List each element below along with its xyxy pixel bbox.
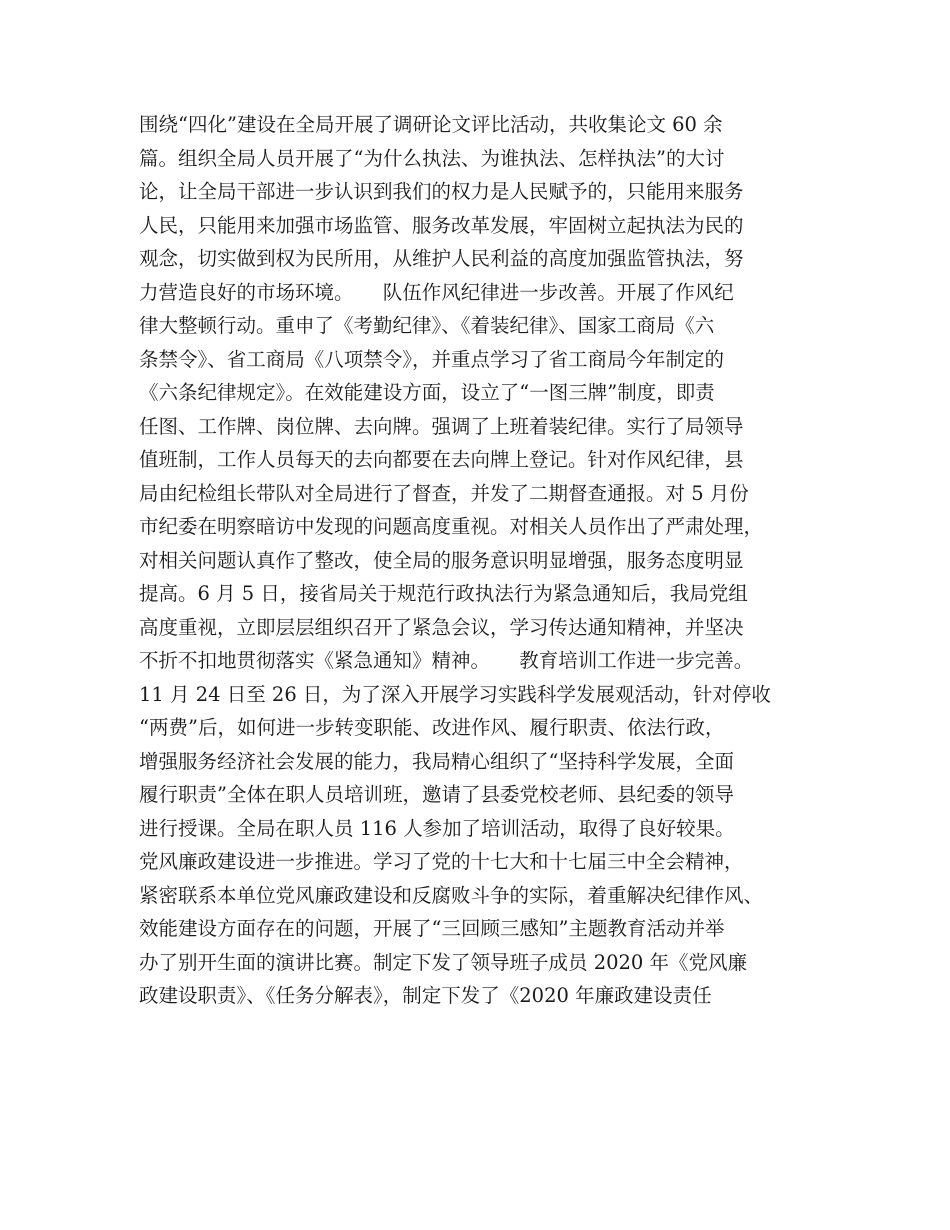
text-line: 办了别开生面的演讲比赛。制定下发了领导班子成员 2020 年《党风廉 — [139, 950, 748, 974]
text-line: 任图、工作牌、岗位牌、去向牌。强调了上班着装纪律。实行了局领导 — [139, 414, 744, 438]
text-line: 值班制，工作人员每天的去向都要在去向牌上登记。针对作风纪律，县 — [139, 448, 744, 471]
text-line: 《六条纪律规定》。在效能建设方面，设立了“一图三牌”制度，即责 — [139, 381, 715, 404]
text-line: 提高。6 月 5 日，接省局关于规范行政执法行为紧急通知后，我局党组 — [139, 582, 748, 605]
document-body-text — [139, 108, 829, 1013]
text-line: 局由纪检组长带队对全局进行了督查，并发了二期督查通报。对 5 月份 — [139, 481, 749, 505]
text-line: 条禁令》、省工商局《八项禁令》，并重点学习了省工商局今年制定的 — [139, 347, 725, 371]
text-line: “两费”后，如何进一步转变职能、改进作风、履行职责、依法行政， — [139, 716, 725, 739]
text-line: 增强服务经济社会发展的能力，我局精心组织了“坚持科学发展，全面 — [139, 749, 734, 773]
text-line: 人民，只能用来加强市场监管、服务改革发展，牢固树立起执法为民的 — [139, 213, 744, 237]
text-line: 效能建设方面存在的问题，开展了“三回顾三感知”主题教育活动并举 — [139, 917, 725, 940]
text-line: 对相关问题认真作了整改，使全局的服务意识明显增强，服务态度明显 — [139, 548, 744, 572]
text-line: 党风廉政建设进一步推进。学习了党的十七大和十七届三中全会精神， — [139, 850, 744, 873]
text-line: 论，让全局干部进一步认识到我们的权力是人民赋予的，只能用来服务 — [139, 180, 744, 203]
text-line: 进行授课。全局在职人员 116 人参加了培训活动，取得了良好较果。 — [139, 816, 735, 840]
text-line: 高度重视，立即层层组织召开了紧急会议，学习传达通知精神，并坚决 — [139, 615, 744, 639]
text-line: 政建设职责》、《任务分解表》，制定下发了《2020 年廉政建设责任 — [139, 984, 712, 1007]
text-line: 篇。组织全局人员开展了“为什么执法、为谁执法、怎样执法”的大讨 — [139, 146, 725, 170]
text-line: 观念，切实做到权为民所用，从维护人民利益的高度加强监管执法，努 — [139, 247, 744, 270]
text-line: 履行职责”全体在职人员培训班，邀请了县委党校老师、县纪委的领导 — [139, 783, 734, 806]
text-line: 围绕“四化”建设在全局开展了调研论文评比活动，共收集论文 60 余 — [139, 113, 723, 136]
text-line: 力营造良好的市场环境。 队伍作风纪律进一步改善。开展了作风纪 — [139, 280, 734, 304]
text-line: 不折不扣地贯彻落实《紧急通知》精神。 教育培训工作进一步完善。 — [139, 649, 754, 672]
text-line: 律大整顿行动。重申了《考勤纪律》、《着装纪律》、国家工商局《六 — [139, 314, 715, 337]
text-line: 紧密联系本单位党风廉政建设和反腐败斗争的实际，着重解决纪律作风、 — [139, 883, 764, 907]
text-line: 11 月 24 日至 26 日，为了深入开展学习实践科学发展观活动，针对停收 — [139, 682, 771, 706]
text-line: 市纪委在明察暗访中发现的问题高度重视。对相关人员作出了严肃处理， — [139, 515, 764, 538]
